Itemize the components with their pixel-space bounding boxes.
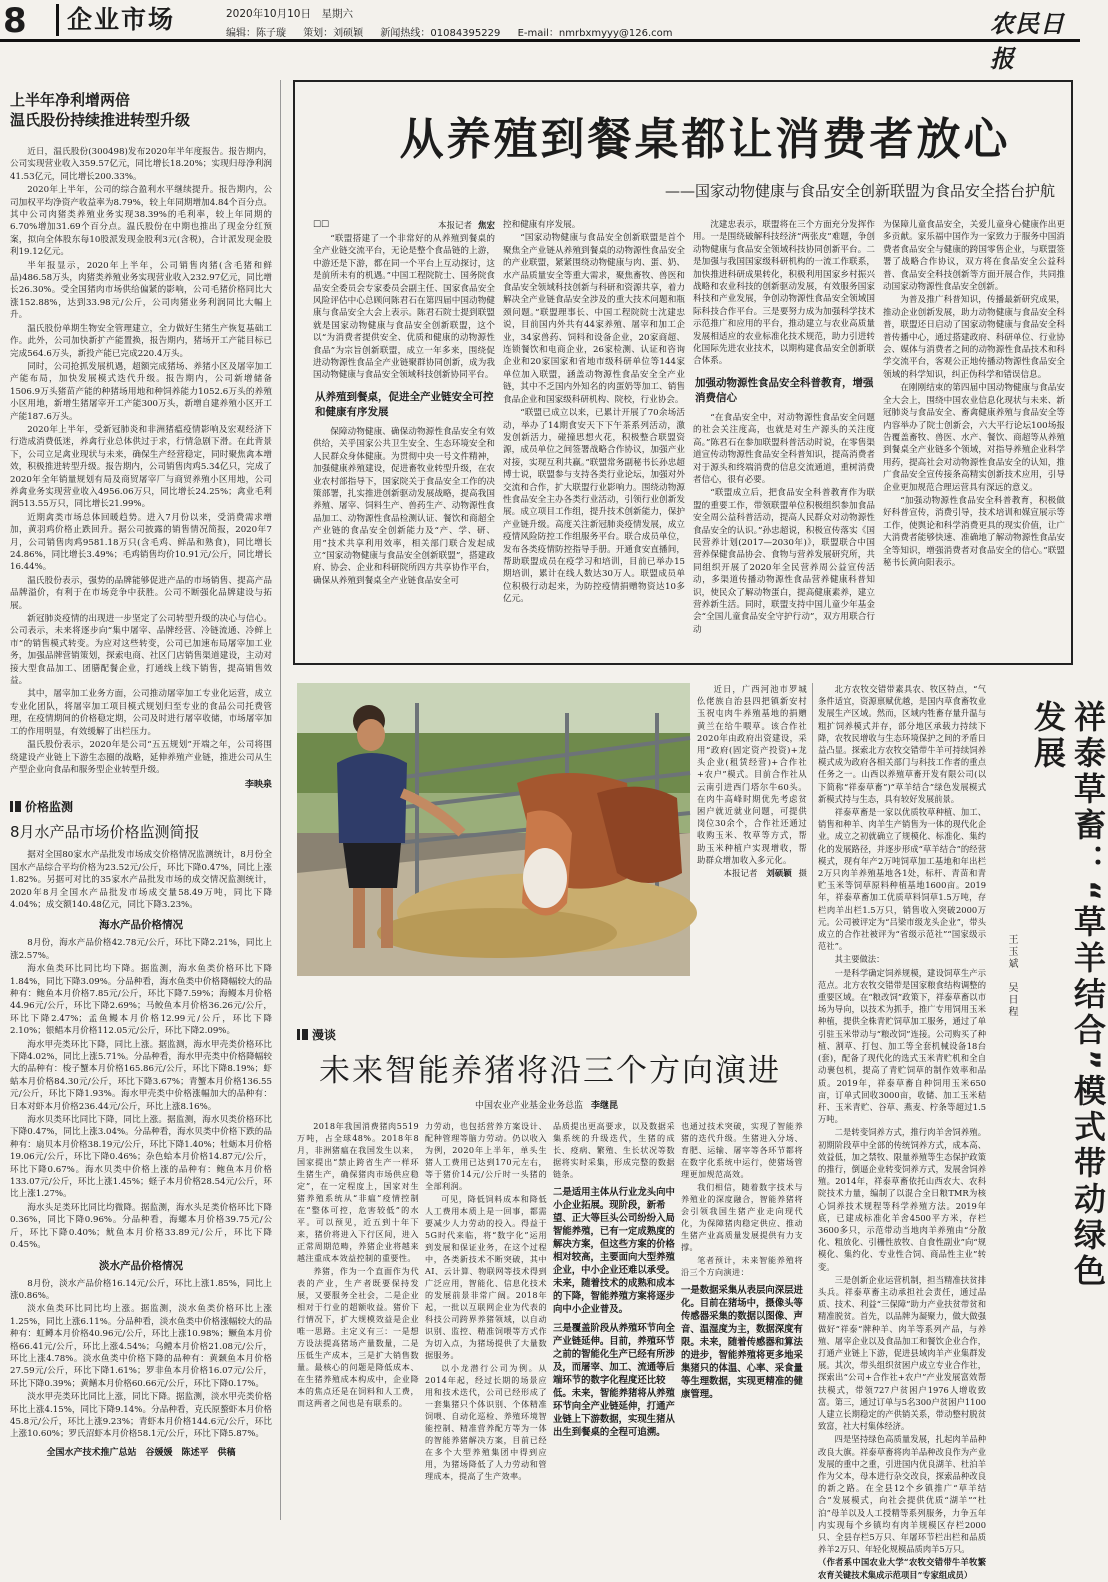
paragraph: 也通过技术突破，实现了智能养猪的迭代升级。生猪进入分场、育肥、运输、屠宰等各环节都将在数字化系统中运行，使猪场管理更加规范高效。 xyxy=(681,1121,803,1179)
paragraph: 二是转变饲养方式，推行肉羊舍饲养殖。初期阶段草中全部的传统饲养方式，成本高、效益低，加之禁牧、限量养殖等生态保护政策的推行，倒逼企业转变饲养方式，发展舍饲养殖。2014年，祥泰草畜依托山西农大、农科院技术力量，编制了以混合全日粮TMR为核心饲养技术规程等科学养殖方法。2019年底，已建成标准化羊舍4500平方米，存栏3600多只，示范带动当地肉羊养殖由“分散化、粗放化、引栅性放牧、自食性副业”向“规模化、集约化、专业性合饲、商品性主业”转变。 xyxy=(818,1127,986,1272)
paragraph: 2020年上半年，受新冠肺炎和非洲猪瘟疫情影响及宏观经济下行造成消费低迷，养禽行业总体供过于求，行情急剧下滑。在此背景下，公司立足禽业现状与未来，确保生产经营稳定，同时聚焦禽本增效，积极推进转型升级。报告期内，公司销售肉鸡5.34亿只，完成了2020年全年销量规划有局及商贸屠宰厂与商贸养殖小区用地，公司养禽业务实现营业收入4956.06万只，同比增长24.25%；禽业毛利润513.55万只，同比增长21.99%。 xyxy=(10,424,272,510)
section-subhead: 淡水产品价格情况 xyxy=(99,1259,183,1272)
subhead-paragraph: 一是数据采集从表层向深层进化。目前在猪场中，摄像头等传感器采集的数据以图像、声音、温湿度为主，数据深度有限。未来，随着传感器和算法的进步，智能养殖将更多地采集猪只的体温、心率、采食量等生理数据，实现更精准的健康管理。 xyxy=(681,1285,803,1400)
contact-email: E-mail：nmrbxmyyy@126.com xyxy=(517,28,673,39)
paragraph: 可见，降低饲料成本和降低人工费用本质上是一回事，都需要减少人力劳动的投入。得益于5G时代来临，将“数字化”运用到发展和保证业务，在这个过程中，各类新技术不断突破，其中AI、云计算、物联网等技术得到广泛应用，智能化、信息化技术的发展前景非常广阔。2018年起，一批以互联网企业为代表的科技公司跨界养猪领域，以自动识别、监控、精准饲喂等方式作为切入点，为猪场提供了大量数据服务。 xyxy=(425,1194,547,1360)
paragraph: 海水鱼类环比同比均下降。据监测，海水鱼类价格环比下降1.84%，同比下降3.09%。分品种看，海水鱼类中价格降幅较大的品种有：鲍鱼本月价格7.85元/公斤，环比下降7.59%；海鳗本月价格44.96元/公斤，环比下降2.69%；马鲛鱼本月价格36.26元/公斤，环比下降2.47%；孟鱼鳗本月价格12.99元/公斤，环比下降2.10%；银鲳本月价格112.05元/公斤，环比下降2.09%。 xyxy=(10,964,272,1037)
paragraph: 养猪，作为一个直面作为代表的产业，生产者既要保持发展，又要服务全社会，二是企业相对于行业的超额收益。猪价下行情况下，扩大规模效益是企业唯一思路。主定义有三：一是想方设法提高猪场产量数量，二是压低生产成本，三是扩大销售数量。最核心的问题是降低成本、在生猪养殖成本构成中，企业降本的焦点还是在饲料和人工费，而这两者之间也是有联系的。 xyxy=(297,1266,419,1408)
news-photo xyxy=(297,683,690,976)
section-subhead xyxy=(681,1284,803,1401)
paragraph: “联盟搭建了一个非常好的从养殖到餐桌的全产业链交流平台，无论是整个食品链的上游，中游还是下游，都在同一个平台上互动探讨，这是前所未有的机遇。”中国工程院院士、国务院食品安全委员会专家委员会副主任、国家食品安全风险评估中心总顾问陈君石在第四届中国动物健康与食品安全大会上表示。陈君石院士提到联盟就是国家动物健康与食品安全创新联盟，这个以“为消费者提供安全、优质和健康的动物源性食品”为宗旨创新联盟，成立一年多来，围绕促进动物源性食品全产业链聚群协同创新，成为我国动物健康与食品安全领域科技创新协同平台。 xyxy=(313,234,495,381)
subhead-paragraph: 三是覆盖阶段从养殖环节向全产业链延伸。目前，养殖环节之前的智能化生产已经有所涉及，而屠宰、加工、流通等后端环节的数字化程度还比较低。未来，智能养猪将从养殖环节向全产业链延伸，打通产业链上下游数据，实现生猪从出生到餐桌的全程可追溯。 xyxy=(553,1323,675,1438)
column-tag-label: 漫谈 xyxy=(312,1028,337,1042)
paragraph: 新冠肺炎疫情的出现进一步坚定了公司转型升级的决心与信心。公司表示，未来将逐步向“集中屠宰、品牌经营、冷链流通、冷鲜上市”的销售模式转变。为应对这些转变，公司已加速布局屠宰加工业务，加强品牌营销策划，探索电商、社区门店销售渠道建设，主动对接大型食品加工、团膳配餐企业，打通线上线下销售，提高销售效益。 xyxy=(10,614,272,687)
paragraph: 沈建忠表示，联盟将在三个方面充分发挥作用。一是围绕破解科技经济“两张皮”难题，争创动物健康与食品安全领域科技协同创新平台。二是加强与我国国家级科研机构的一流工作联系，加快推进科研成果转化，积极利用国家乡村振兴战略和农业科技的创新驱动发展，有效服务国家科技和产业发展，争创动物源性食品安全领域国际科技合作平台。三是要努力成为加强科学技术示范推广和应用的平台，推动建立与农业高质量发展相适应的农业标准化技术规范，助力引进转化国际先进农业技术，以期构建食品安全创新联合体系。 xyxy=(693,220,875,367)
paragraph: “联盟已成立以来，已累计开展了70余场活动，举办了14期食安天下下午茶系列活动，激发创新活力，碰撞思想火花，积极整合联盟资源，成员单位之间签署战略合作协议，加强产业对接，实现互利共赢。”联盟常务副秘书长孙忠超博士说，联盟参与支持各类行业论坛，加强对外交流和合作，扩大联盟行业影响力。围绕动物源性食品安全主办各类行业活动，引领行业创新发展。成立项目工作组，提升技术创新能力，保护产业链升级。高度关注新冠肺炎疫情发展，成立疫情风险防控工作组服务平台。联合成员单位，发布各类疫情防控指导手册。开通食安直播间，帮助联盟成员在疫学习和培训，目前已举办15期培训，累计在线人数达30万人。联盟成员单位积极行动起来，为防控疫情捐赠物资达10多亿元。 xyxy=(503,408,685,605)
photo-credit-label: 本报记者 xyxy=(723,869,758,880)
feature-column-2 xyxy=(503,219,685,607)
reporter-label: 本报记者 xyxy=(437,221,472,231)
article-author: 李映泉 xyxy=(244,780,272,791)
news-hotline: 新闻热线：01084395229 xyxy=(380,28,501,39)
paragraph: 8月份，淡水产品价格16.14元/公斤，环比上涨1.85%，同比上涨0.86%。 xyxy=(10,1278,272,1301)
editor-credit: 编辑：陈子璇 xyxy=(226,28,286,39)
paragraph: 2018年我国消费猪肉5519万吨，占全球48%。2018年8月，非洲猪瘟在我国发生以来，国家提出“禁止跨省生产一样环生猪生产，确保猪肉市场供应稳定”，在一定程度上，国家对生猪养殖系统从“非瘟”疫情控制在“整体可控，危害较低”的水平。可以预见，近五到十年下来，猪价将进入下行区间，进入正常周期范畴，养猪企业将越来越注重成本效益控制的重要性。 xyxy=(297,1121,419,1263)
paragraph: 海水甲壳类环比下降，同比上涨。据监测，海水甲壳类价格环比下降4.02%，同比上涨5.71%。分品种看，海水甲壳类中价格降幅较大的品种有：梭子蟹本月价格165.86元/公斤，环比下降8.19%；虾蛄本月价格84.30元/公斤，环比下降3.67%；青蟹本月价格136.55元/公斤，环比下降1.93%。海水甲壳类中价格涨幅加大的品种有：日本对虾本月价格236.44元/公斤，环比上涨8.16%。 xyxy=(10,1039,272,1112)
paragraph: 力劳动，也包括营养方案设计、配种管理等脑力劳动。仍以收入为例，2020年上半年，单头生猪人工费用已达到170元左右，等于猪价14元/公斤时一头猪的全部利润。 xyxy=(425,1121,547,1191)
subhead-paragraph: 二是适用主体从行业龙头向中小企业拓展。现阶段，新希望、正大等巨头公司纷纷入局智能养殖，已有一定成熟度的解决方案，但这些方案的价格相对较高，主要面向大型养殖企业，中小企业还难以承受。未来，随着技术的成熟和成本的下降，智能养殖方案将逐步向中小企业普及。 xyxy=(553,1187,675,1315)
paragraph: 三是创新企业运营机制，担当精准扶贫排头兵。祥泰草畜主动承担社会责任，通过品质、技术、利益“三保障”助力产业扶贫带贫和精准脱贫。首先，以品牌为凝聚力，做大做强做好“祥泰”牌种羊、肉羊等系列产品，与养殖、屠宰企业以及食品加工和餐饮企业合作，打通产业链上下游，促进县域肉羊产业集群发展。其次，带头组织贫困户成立专业合作社，探索出“公司+合作社+农户”产业发展富效帮扶模式，带领727户贫困户1976人增收致富。第三，通过订单与5名300户贫困户1100人建立长期稳定的产供销关系，带动整村脱贫致富，社大村集体经济。 xyxy=(818,1274,986,1432)
byline-org: 中国农业产业基金业务总监 xyxy=(475,1101,584,1111)
paragraph: 其中，屠宰加工业务方面，公司推动屠宰加工专业化运营，成立专业化团队，将屠宰加工项目模式规划归至专业的食品公司托费管理，在疫情期间的价格稳定期，公司及时进行屠宰收储，市场屠宰加工的作用明显，有效缓解了出栏压力。 xyxy=(10,689,272,737)
caption-text: 近日，广西河池市罗城仫佬族自治县四把镇新安村玉祝屯肉牛养殖基地的捐赠黄兰在给牛喂草。该合作社2020年由政府出资建设，采用“政府(固定资产投资)+龙头企业(租赁经营)+合作社+农户”模式。目前合作社从云南引进西门塔尔牛60头。在肉牛高峰时期优先考虑贫困户就近就业问题，可提供岗位30余个，合作社还通过收购玉米、牧草等方式，帮助玉米种植户实现增收，帮助群众增加收入多元化。 xyxy=(697,684,807,865)
headline-line: 温氏股份持续推进转型升级 xyxy=(10,111,191,129)
paragraph: “在食品安全中，对动物源性食品安全问题的社会关注度高，也就是对生产源头的关注度高。”陈君石在参加联盟科普活动时说，在零售渠道宣传动物源性食品安全科普知识，提高消费者对于源头和终端消费的信息交流通道，重树消费者信心，很有必要。 xyxy=(693,412,875,485)
paragraph: 笔者预计，未来智能养殖将沿三个方向演进： xyxy=(681,1255,803,1277)
feature-column-4 xyxy=(883,219,1065,570)
paragraph: 淡水甲壳类环比同比上涨，同比下降。据监测，淡水甲壳类价格环比上涨4.15%，同比下降9.14%。分品种看，克氏原螯虾本月价格45.8元/公斤，环比上涨9.23%；青虾本月价格144.6元/公斤，环比上涨10.60%；罗氏沼虾本月价格58.1元/公斤，环比下降5.87%。 xyxy=(10,1392,272,1440)
paragraph: 为保障儿童食品安全，关爱儿童身心健康作出更多贡献。家乐福中国作为一家致力于服务中国消费者食品安全与健康的跨国零售企业，与联盟签署了战略合作协议，双方将在食品安全公益科普、食品安全科技创新等方面开展合作，共同推动国家动物源性食品安全创新。 xyxy=(883,220,1065,293)
page-header xyxy=(0,0,1080,73)
vertical-authors: 王玉斌 吴日程 xyxy=(1006,934,1017,1018)
paragraph: 近期禽类市场总体回暖趋势。进入7月份以来，受消费需求增加，黄羽鸡价格止跌回升。据公司披露的销售情况简报，2020年7月，公司销售肉鸡9581.18万只(含毛鸡、鲜品和熟食)，同比增长24.86%，同比增长3.49%；毛鸡销售均价10.91元/公斤，同比增长16.44%。 xyxy=(10,512,272,573)
paragraph: 控和健康有序发展。 xyxy=(503,220,581,230)
feature-subheadline: ——国家动物健康与食品安全创新联盟为食品安全搭台护航 xyxy=(664,182,1055,200)
section-subhead: 海水产品价格情况 xyxy=(99,919,183,932)
photo-credit-role: 摄 xyxy=(798,869,807,880)
bottom-column-2 xyxy=(425,1120,547,1483)
paragraph: 淡水鱼类环比同比均上涨。据监测，淡水鱼类价格环比上涨1.25%，同比上涨6.11%。分品种看，淡水鱼类中价格涨幅较大的品种有：虹鳟本月价格40.96元/公斤，环比上涨10.98%；鳜鱼本月价格66.41元/公斤，环比上涨4.54%；乌鳢本月价格21.08元/公斤，环比上涨4.78%。淡水鱼类中价格下降的品种有：黄颡鱼本月价格27.59元/公斤，环比下降1.61%；罗非鱼本月价格16.07元/公斤，环比下降0.39%；黄鳝本月价格60.66元/公斤，环比下降0.17%。 xyxy=(10,1304,272,1389)
paragraph: 同时，公司抢抓发展机遇，超额完成猪场、养猪小区及屠宰加工产能布局，加快发展模式迭代升级。报告期内，公司新增储备1506.9万头猪苗产能的种猪场用地和种饲养能力1052.6万头的养殖小区用地，新增生猪屠宰开工产能300万头，新增自建养殖小区开工产能187.6万头。 xyxy=(10,361,272,422)
photo-credit xyxy=(697,867,807,879)
section-subhead xyxy=(553,1322,675,1439)
paragraph: 其主要做法： xyxy=(834,954,885,965)
paragraph: “联盟成立后，把食品安全科普教育作为联盟的重要工作，带领联盟单位积极组织参加食品安全周公益科普活动，提高人民群众对动物源性食品安全的认识。”孙忠超说，积极宣传落实《国民营养计划(2017—2030年)》，联盟联合中国营养保健食品协会、食物与营养发展研究所，共同组织开展了2020年全民营养周公益宣传活动，多渠道传播动物源性食品营养健康科普知识，使民众了解动物蛋白，提高健康素养，建立营养新生活。同时，联盟支持中国儿童少年基金会“全国儿童食品安全守护行动”，双方用联合行动 xyxy=(693,488,875,635)
bottom-column-1 xyxy=(297,1120,419,1410)
paragraph: 近日，温氏股份(300498)发布2020年半年度报告。报告期内，公司实现营业收入359.57亿元，同比增长18.20%；实现归母净利润41.53亿元，同比增长200.33%。 xyxy=(10,147,272,182)
feature-column-1 xyxy=(313,219,495,588)
paragraph: 品质提出更高要求，以及数据采集系统的升级迭代，生猪的成长、疫病、繁殖、生长状况等数据将实时采集，形成完整的数据链条。 xyxy=(553,1121,675,1179)
bottom-column-4 xyxy=(681,1120,803,1404)
header-credits xyxy=(226,24,687,39)
column-tag xyxy=(297,1026,336,1043)
paragraph: 半年报显示，2020年上半年，公司销售肉猪(含毛猪和鲜品)486.58万头，肉猪类养殖业务实现营业收入232.97亿元，同比增长26.30%。受全国猪肉市场供给偏紧的影响，公司毛猪价格同比大涨152.88%，达到33.98元/公斤，公司肉猪业务利润同比大幅上升。 xyxy=(10,260,272,321)
planner-credit: 策划：刘硕颖 xyxy=(303,28,364,39)
photographer-name: 刘硕颖 xyxy=(766,869,792,880)
section-subhead: 加强动物源性食品安全科普教育，增强消费信心 xyxy=(695,376,874,404)
paragraph: 北方农牧交错带素具农、牧区特点，“气条件适宜，资源禀赋优越，是国内草食畜牧业发展生产区域。然而，区域内牲畜存量升温与粗扩饲养模式并存，部分地区承载力持续下降，农牧民增收与生态环境保护之间的矛盾日益凸显。探索北方农牧交错带牛羊可持续饲养模式成为政府各相关部门与科技工作者的重点任务之一。山西以养殖草畜开发有限公司(以下简称“祥泰草畜”)“草羊结合”绿色发展模式新模式持与生态，具有较好发展前景。 xyxy=(818,684,986,804)
box-marks: □□ xyxy=(313,219,330,229)
paragraph: 温氏股份表示，2020年是公司“五五规划”开端之年，公司将围绕建设产业链上下游生态圈的战略，延伸养殖产业链，推进公司从生产型企业向食品和服务型企业转型升级。 xyxy=(10,740,272,775)
right-column xyxy=(818,683,986,1582)
feature-article xyxy=(293,80,1073,665)
article-headline: 未来智能养猪将沿三个方向演进 xyxy=(319,1053,781,1089)
column-divider xyxy=(280,80,281,1520)
column-tag xyxy=(10,798,272,815)
cattle-feeding-illustration xyxy=(297,683,690,976)
reporter-name: 焦宏 xyxy=(477,221,495,231)
feature-column-3 xyxy=(693,219,875,637)
feature-headline: 从养殖到餐桌都让消费者放心 xyxy=(399,114,1011,165)
page-number: 8 xyxy=(3,1,27,41)
section-name: 企业市场 xyxy=(56,4,196,36)
paragraph: 以小龙潜行公司为例。从2014年起，经过长期的场景应用和技术迭代，公司已经形成了一套集猪只个体识别、个体精准饲喂、自动化巡检、养殖环境智能控制、精准营养配方等为一体的智能养猪解决方案，目前已经在多个大型养殖集团中得到应用，为猪场降低了人力劳动和管理成本，提高了生产效率。 xyxy=(425,1363,547,1481)
vertical-headline: 祥泰草畜：“草羊结合”模式带动绿色发展 xyxy=(1029,700,1107,1291)
paragraph: 在刚刚结束的第四届中国动物健康与食品安全大会上，围绕中国农业信息化现状与未来、新冠肺炎与食品安全、畜禽健康养殖与食品安全等内容举办了院士创新会，六大平行论坛100场报告覆盖畜牧、兽医、水产、餐饮、商超等从养殖到餐桌全产业链多个领域，对指导养殖企业科学用药，提高社会对动物源性食品安全的认知，推广食品安全宣传接条高精实创新技术应用，引导企业更加规范合理运营具有深远的意义。 xyxy=(883,383,1065,493)
paragraph: 8月份，海水产品价格42.78元/公斤，环比下降2.21%，同比上涨2.57%。 xyxy=(10,938,272,961)
paragraph: 一是科学确定饲养规模，建设饲草生产示范点。北方农牧交错带是国家粮食结构调整的重要区域。在“粮改饲”政策下，祥泰草畜以市场为导向，以技术为抓手，推广专用饲用玉米种植，提供全株青贮饲草加工服务，通过了单引驻玉米带动与“粮改饲”连接。公司购买了种植、割草、打包、加工等全套机械设备18台(套)，配备了现代化的选式玉米青贮机和全自动裹包机，提高了青贮饲草的制作效率和品质。2019年，祥泰草畜自种饲用玉米650亩，订单式回收3000亩，收储、加工玉米秸秆、玉米青贮、谷草、燕麦、柠条等超过1.5万吨。 xyxy=(818,967,986,1125)
vertical-headline-block xyxy=(1002,700,1107,1300)
paragraph: 为普及推广科普知识，传播最新研究成果，推动企业创新发展，助力动物健康与食品安全科普，联盟还日启动了国家动物健康与食品安全科普传播中心，通过搭建政府、科研单位、行业协会、媒体与消费者之间的动物源性食品技术和科学交流平台，客观公正地传播动物源性食品安全领域的科学知识，纠正伪科学和错误信息。 xyxy=(883,295,1065,380)
section-subhead xyxy=(553,1186,675,1316)
headline-line: 上半年净利增两倍 xyxy=(10,91,131,109)
article-headline xyxy=(10,90,272,130)
newspaper-masthead: 农民日报 xyxy=(990,9,1065,73)
paragraph: 祥泰草畜是一家以优质牧草种植、加工、销售和种羊、肉羊生产销售为一体的现代化企业。成立之初就确立了规模化、标准化、集约化的发展路径，并逐步形成“草羊结合”的经营模式，现有年产2万吨饲草加工基地和年出栏2万只肉羊养殖基地各1处，标杆、青苗和青贮玉米等饲草原料种植基地1600亩。2019年，祥泰草畜加工优质草料饲草1.5万吨，存栏肉羊出栏1.5万只，销售收入突破2000万元。公司被评定为“吕梁市级龙头企业”，带头成立的合作社被评为“省级示范社”“国家级示范社”。 xyxy=(818,807,986,952)
byline-name: 李继昆 xyxy=(591,1101,619,1111)
section-subhead: 从养殖到餐桌，促进全产业链安全可控和健康有序发展 xyxy=(315,390,494,418)
column-tag-icon xyxy=(297,1029,308,1040)
reporter-byline xyxy=(313,219,495,231)
article-credit: 全国水产技术推广总站 谷媛媛 陈述平 供稿 xyxy=(46,1447,236,1458)
bottom-column-3 xyxy=(553,1120,675,1442)
paragraph: 海水贝类环比同比下降，同比上涨。据监测，海水贝类价格环比下降0.47%，同比上涨3.04%。分品种看，海水贝类中价格下跌的品种有：扇贝本月价格38.19元/公斤，环比下降1.40%；牡蛎本月价格19.06元/公斤，环比下降0.46%；杂色蛤本月价格14.87元/公斤，环比下降0.67%。海水贝类中价格上涨的品种有：鲍鱼本月价格133.07元/公斤，环比上涨1.45%；蛏子本月价格28.54元/公斤，环比上涨1.27%。 xyxy=(10,1115,272,1200)
paragraph: 温氏股份表示，强势的品牌能够促进产品的市场销售、提高产品品牌溢价，有利于在市场竞争中获胜。公司不断强化品牌建设与拓展。 xyxy=(10,575,272,611)
column-divider xyxy=(812,683,813,1531)
photo-caption xyxy=(697,683,807,881)
article-headline: 8月水产品市场价格监测简报 xyxy=(10,823,200,842)
column-tag-label: 价格监测 xyxy=(25,800,74,815)
paragraph: 四是坚持绿色高质量发展，扎起肉羊品种改良大旗。祥泰草畜将肉羊品种改良作为产业发展的重中之重，引进国内优良湖羊、杜泊羊作为父本，母本进行杂交改良，探索品种改良的新之路。在全县12个乡镇推广“草羊结合”发展模式，向社会提供优质“湖羊”“杜泊”母羊以及人工授精等系列服务，力争五年内实现每个乡镇均有肉羊规模区存栏2000只、全县存栏5万只、年屠环节栏出栏和品质养羊2万只、年轻化规模品质肉羊5万只。 xyxy=(818,1434,986,1555)
paragraph: “国家动物健康与食品安全创新联盟是首个聚焦全产业链从养殖到餐桌的动物源性食品安全的产业联盟，紧紧围绕动物健康与肉、蛋、奶、水产品质量安全等重大需求，聚焦畜牧、兽医和食品安全领域科技创新与科研和资源共享，着力解决全产业链食品安全涉及的重大技术问题和瓶颈问题。”联盟理事长、中国工程院院士沈建忠说，目前国内外共有44家养殖、屠宰和加工企业，34家兽药、饲料和设备企业，20家商超、连锁餐饮和电商企业，26家检测、认证和咨询企业和20家国家和省地市级科研单位等144家单位加入联盟，涵盖动物源性食品安全全产业链，其中不乏国内外知名的肉蛋奶等加工、销售食品企业和国家级科研机构、院校，行业协会。 xyxy=(503,233,685,405)
paragraph: 2020年上半年，公司的综合盈利水平继续提升。报告期内，公司加权平均净资产收益率为8.79%，较上年同期增加4.84个百分点。其中公司肉猪类养殖业务实现38.39%的毛利率，较上年同期的6.70%增加31.69个百分点。温氏股份在中期也推出了现金分红预案，拟向全体股东每10股派发现金股利3元(含税)，合计派发现金股利19.12亿元。 xyxy=(10,185,272,258)
column-tag-icon xyxy=(10,801,21,812)
article-byline xyxy=(475,1098,618,1111)
paragraph: 据对全国80家水产品批发市场成交价格情况监测统计，8月份全国水产品综合平均价格为23.52元/公斤，环比下降0.47%，同比上涨1.82%。另据可对比的35家水产品批发市场的成交情况监测统计，2020年8月全国水产品批发市场成交量58.49万吨，同比下降4.04%；成交额140.48亿元，同比下降3.23%。 xyxy=(10,850,272,910)
paragraph: 我们相信，随着数字技术与养殖业的深度融合，智能养猪将会引领我国生猪产业走向现代化，为保障猪肉稳定供应、推动生猪产业高质量发展提供有力支撑。 xyxy=(681,1182,803,1252)
author-footnote: （作者系中国农业大学“农牧交错带牛羊牧繁农育关键技术集成示范项目”专家组成员） xyxy=(818,1557,986,1580)
paragraph: 温氏股份单期生物安全管理建立，全力做好生猪生产恢复基础工作。此外，公司加快新扩产能置换，报告期内，猪场开工产能目标已完成564.6万头，新投产能已完成220.4万头。 xyxy=(10,323,272,359)
left-column xyxy=(10,90,272,1458)
paragraph: 海水头足类环比同比均微降。据监测，海水头足类价格环比下降0.36%，同比下降0.96%。分品种看，海螺本月价格39.75元/公斤，环比下降0.40%；鱿鱼本月价格33.89元/公斤，环比下降0.45%。 xyxy=(10,1202,272,1251)
paragraph: 保障动物健康、确保动物源性食品安全有效供给，关乎国家公共卫生安全、生态环境安全和人民群众身体健康。为贯彻中央一号文件精神，加强健康养殖建设，促进畜牧业转型升级，在农业农村部指导下，国家院关于食品安全工作的决策部署，扎实推进创新驱动发展战略，提高我国养殖、屠宰、饲料生产、兽药生产、动物源性食品加工、动物源性食品检测认证、餐饮和商超全产业链的食品安全创新能力及“产、学、研、用”技术共享利用效率，相关部门联合发起成立“国家动物健康与食品安全创新联盟”，搭建政府、协会、企业和科研院所四方共享协作平台，确保从养殖到餐桌全产业链食品安全可 xyxy=(313,426,495,586)
issue-date: 2020年10月10日 星期六 xyxy=(226,8,353,20)
paragraph: “加强动物源性食品安全科普教育，积极做好科普宣传，消费引导，技术培训和媒宣展示等工作，使舆论和科学消费更具的现实价值，让广大消费者能够快速、准确地了解动物源性食品安全等知识，增强消费者对食品安全的信心。”联盟秘书长黄向阳表示。 xyxy=(883,495,1065,568)
